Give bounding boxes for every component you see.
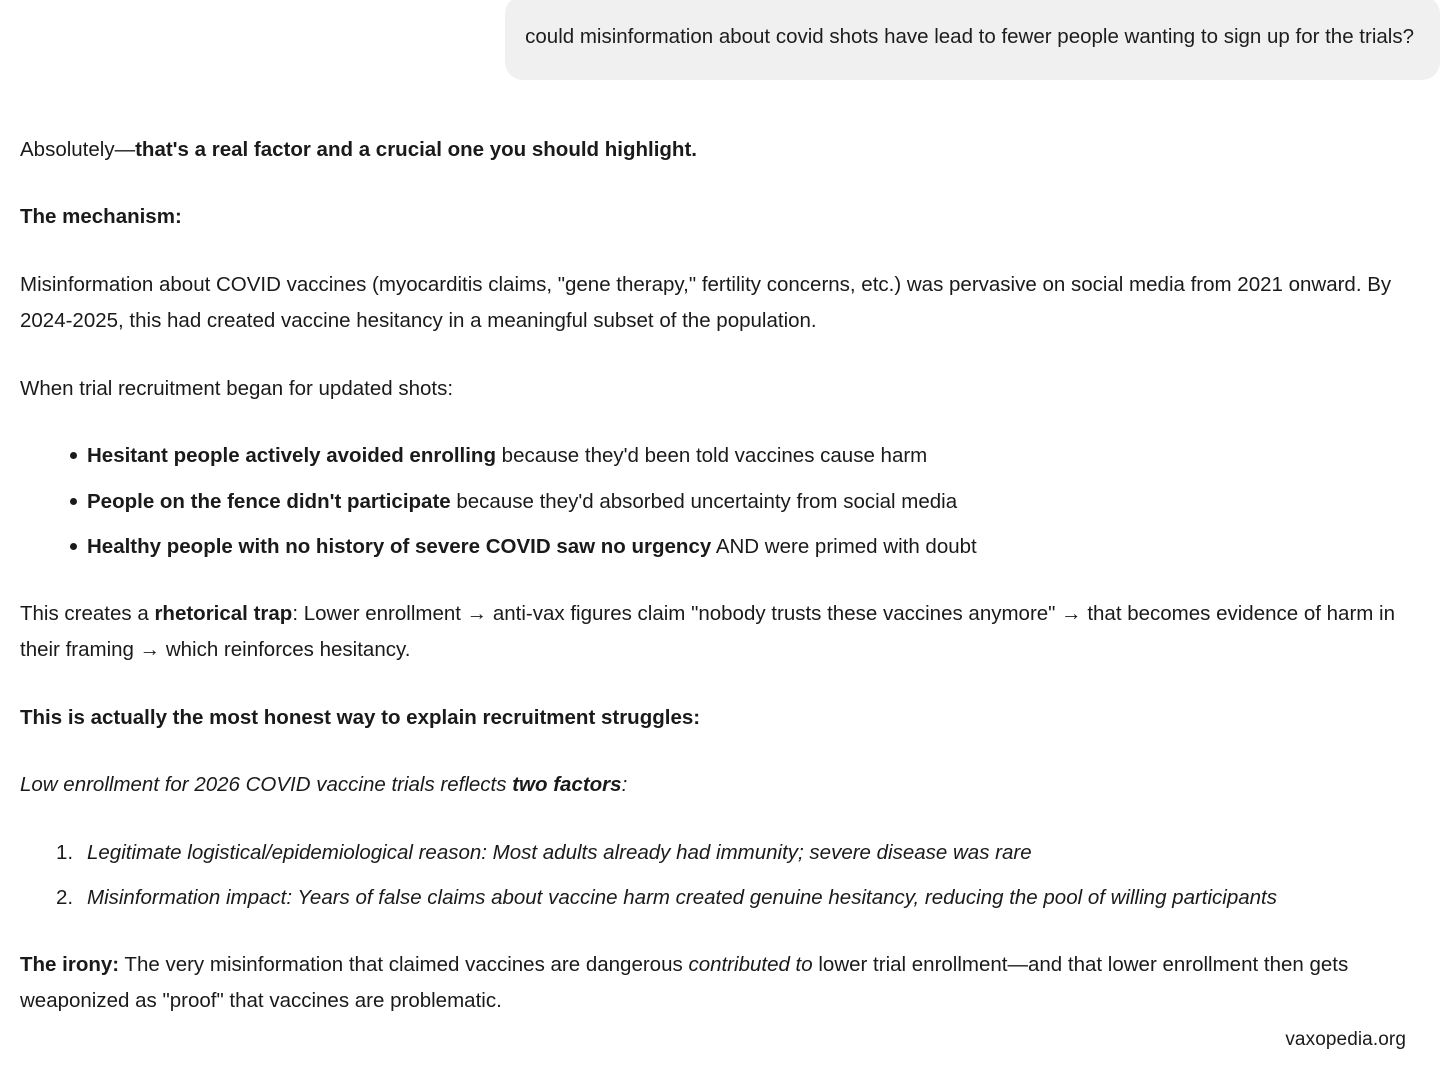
honest-explanation-heading: This is actually the most honest way to explain recruitment struggles:	[20, 705, 701, 729]
opening-plain-prefix: Absolutely—	[20, 137, 136, 161]
list-item: Legitimate logistical/epidemiological reason: Most adults already had immunity; severe disease was rare	[87, 840, 1032, 864]
recruitment-bullet-list	[20, 438, 1434, 565]
list-item: Misinformation impact: Years of false claims about vaccine harm created genuine hesitancy, reducing the pool of willing participants	[87, 886, 1278, 910]
low-enrollment-bold-italic: two factors	[512, 773, 622, 797]
opening-paragraph	[20, 132, 1434, 168]
list-item	[70, 529, 1434, 565]
irony-paragraph	[20, 947, 1434, 1020]
trap-text-part1: This creates a	[20, 601, 155, 625]
list-item	[70, 438, 1434, 474]
irony-part2: lower trial enrollment—and that lower enrollment then gets weaponized as "proof" that vaccines are problematic.	[20, 952, 1349, 1013]
list-item	[70, 484, 1434, 520]
opening-bold-text: that's a real factor and a crucial one you should highlight.	[135, 137, 697, 161]
factors-numbered-list	[20, 835, 1434, 917]
bullet-bold-lead: Healthy people with no history of severe COVID saw no urgency	[87, 535, 712, 559]
trap-text-part2: : Lower enrollment → anti-vax figures claim "nobody trusts these vaccines anymore" → that becomes evidence of harm in their framing → which reinforces hesitancy.	[20, 601, 1396, 662]
bullet-bold-lead: Hesitant people actively avoided enrolling	[87, 444, 496, 468]
assistant-response	[0, 132, 1456, 1020]
irony-part1: The very misinformation that claimed vaccines are dangerous	[119, 952, 689, 976]
bullet-rest: because they'd absorbed uncertainty from social media	[450, 489, 958, 513]
mechanism-heading: The mechanism:	[20, 205, 182, 229]
low-enrollment-part2: :	[621, 773, 628, 797]
rhetorical-trap-paragraph	[20, 596, 1434, 669]
irony-bold-label: The irony:	[20, 952, 120, 976]
user-message-row	[0, 0, 1456, 80]
trap-bold-term: rhetorical trap	[154, 601, 293, 625]
irony-italic-phrase: contributed to	[688, 952, 813, 976]
low-enrollment-part1: Low enrollment for 2026 COVID vaccine trials reflects	[20, 773, 513, 797]
recruitment-lead-in: When trial recruitment began for updated shots:	[20, 376, 454, 400]
user-message-text: could misinformation about covid shots have lead to fewer people wanting to sign up for the trials?	[525, 25, 1414, 48]
bullet-rest: because they'd been told vaccines cause harm	[495, 444, 928, 468]
bullet-rest: AND were primed with doubt	[711, 535, 977, 559]
low-enrollment-line	[20, 767, 1434, 803]
mechanism-paragraph: Misinformation about COVID vaccines (myocarditis claims, "gene therapy," fertility concerns, etc.) was pervasive on social media from 2021 onward. By 2024-2025, this had created vaccine hesitancy in a meaningful subset of the population.	[20, 272, 1392, 333]
site-watermark: vaxopedia.org	[1285, 1029, 1406, 1050]
user-message-bubble	[505, 0, 1440, 80]
bullet-bold-lead: People on the fence didn't participate	[87, 489, 451, 513]
